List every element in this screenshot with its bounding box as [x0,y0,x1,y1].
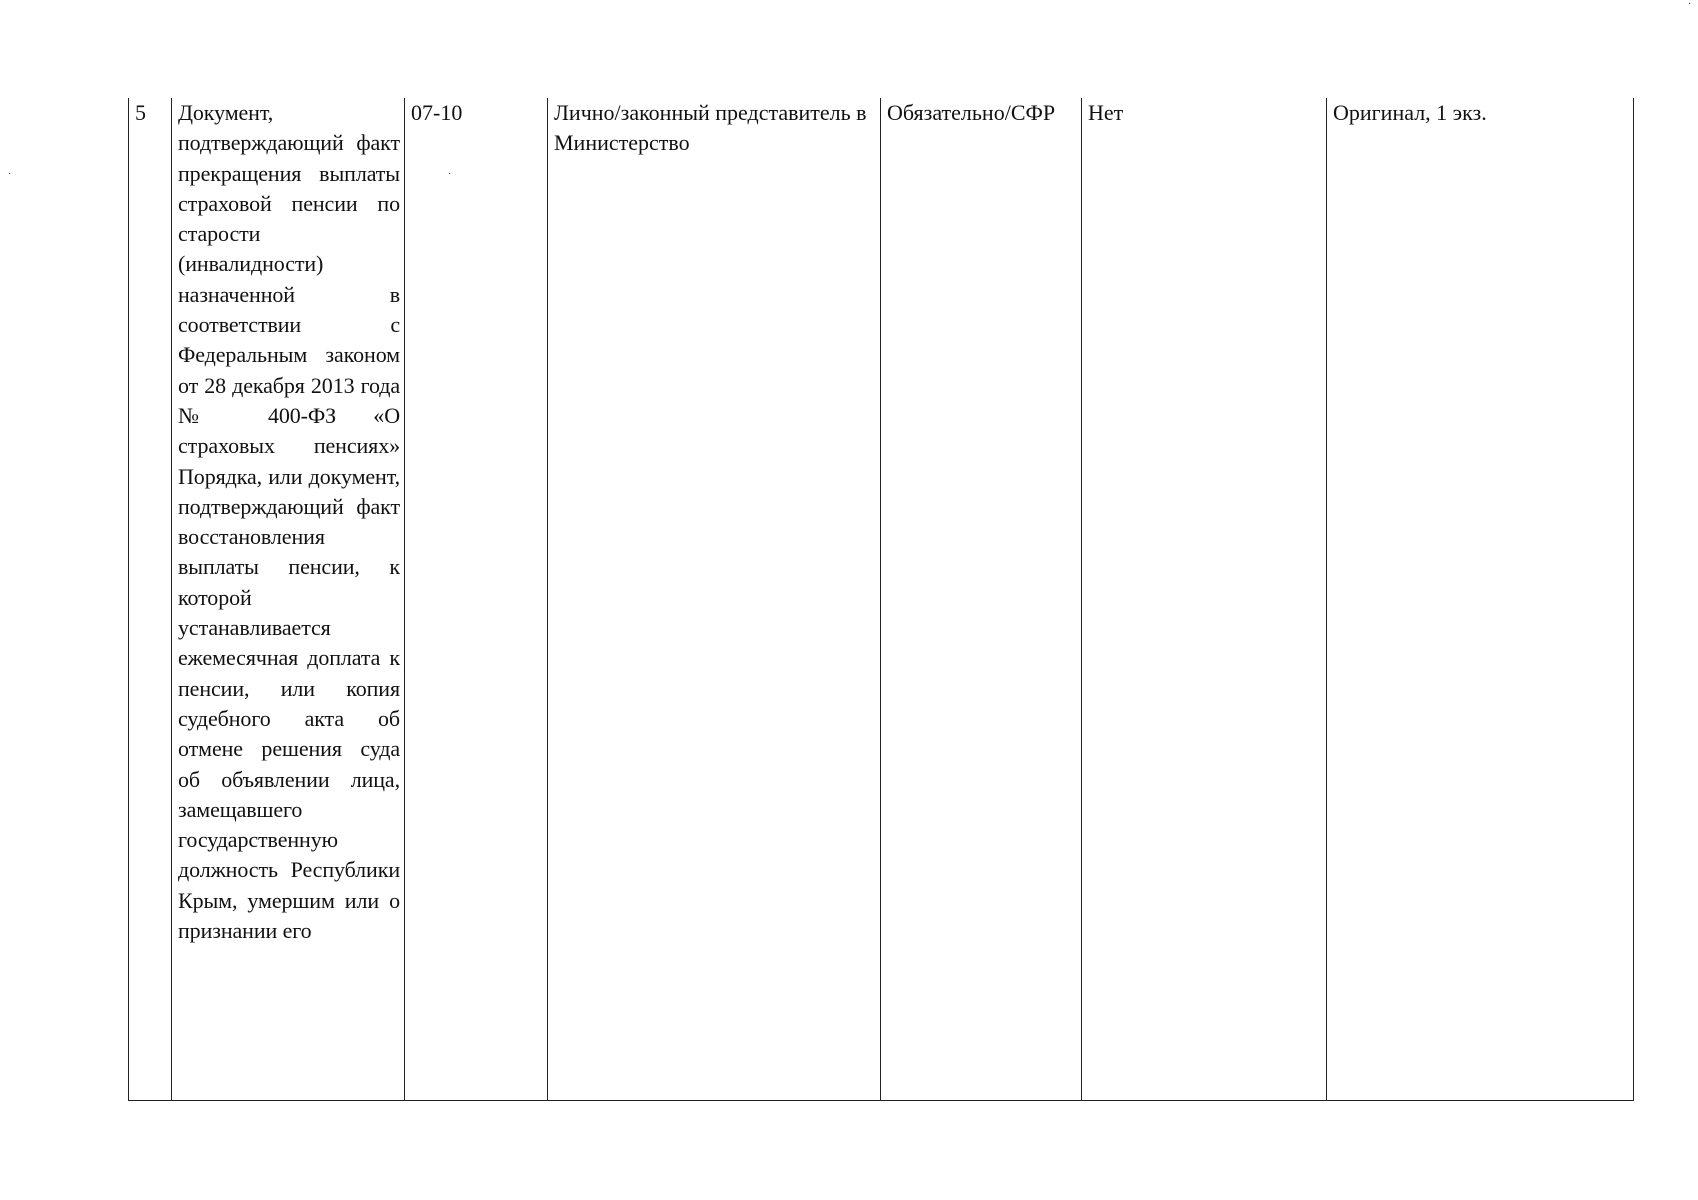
submission-method-cell [548,98,881,1101]
scan-speck-mid: · [448,169,452,180]
rule-cell [1082,98,1327,1101]
table-row [129,98,1634,1101]
document-form: Оригинал, 1 экз. [1333,100,1487,125]
rule-text: Нет [1088,100,1124,125]
row-number: 5 [135,100,146,125]
document-form-cell [1327,98,1634,1101]
scan-speck-left: · [8,169,12,180]
documents-table [128,98,1634,1101]
submission-method: Лично/законный представитель в Министерство [554,100,867,156]
code-cell [405,98,548,1101]
document-code: 07-10 [411,100,463,125]
requirement-cell [881,98,1082,1101]
requirement-text: Обязательно/СФР [887,100,1056,125]
document-name-cell [172,98,405,1101]
row-number-cell [129,98,172,1101]
scan-speck-corner: · [1688,0,1692,10]
document-name: Документ, подтверждающий факт прекращения выплаты страховой пенсии по старости (инвалидности) назначенной в соответствии с Федеральным законом от 28 декабря 2013 года № 400-ФЗ «О страховых пенсиях» Порядка, или документ, подтверждающий факт восстановления выплаты пенсии, к которой устанавливается ежемесячная доплата к пенсии, или копия судебного акта об отмене решения суда об объявлении лица, замещавшего государственную должность Республики Крым, умершим или о признании его [178,100,400,944]
